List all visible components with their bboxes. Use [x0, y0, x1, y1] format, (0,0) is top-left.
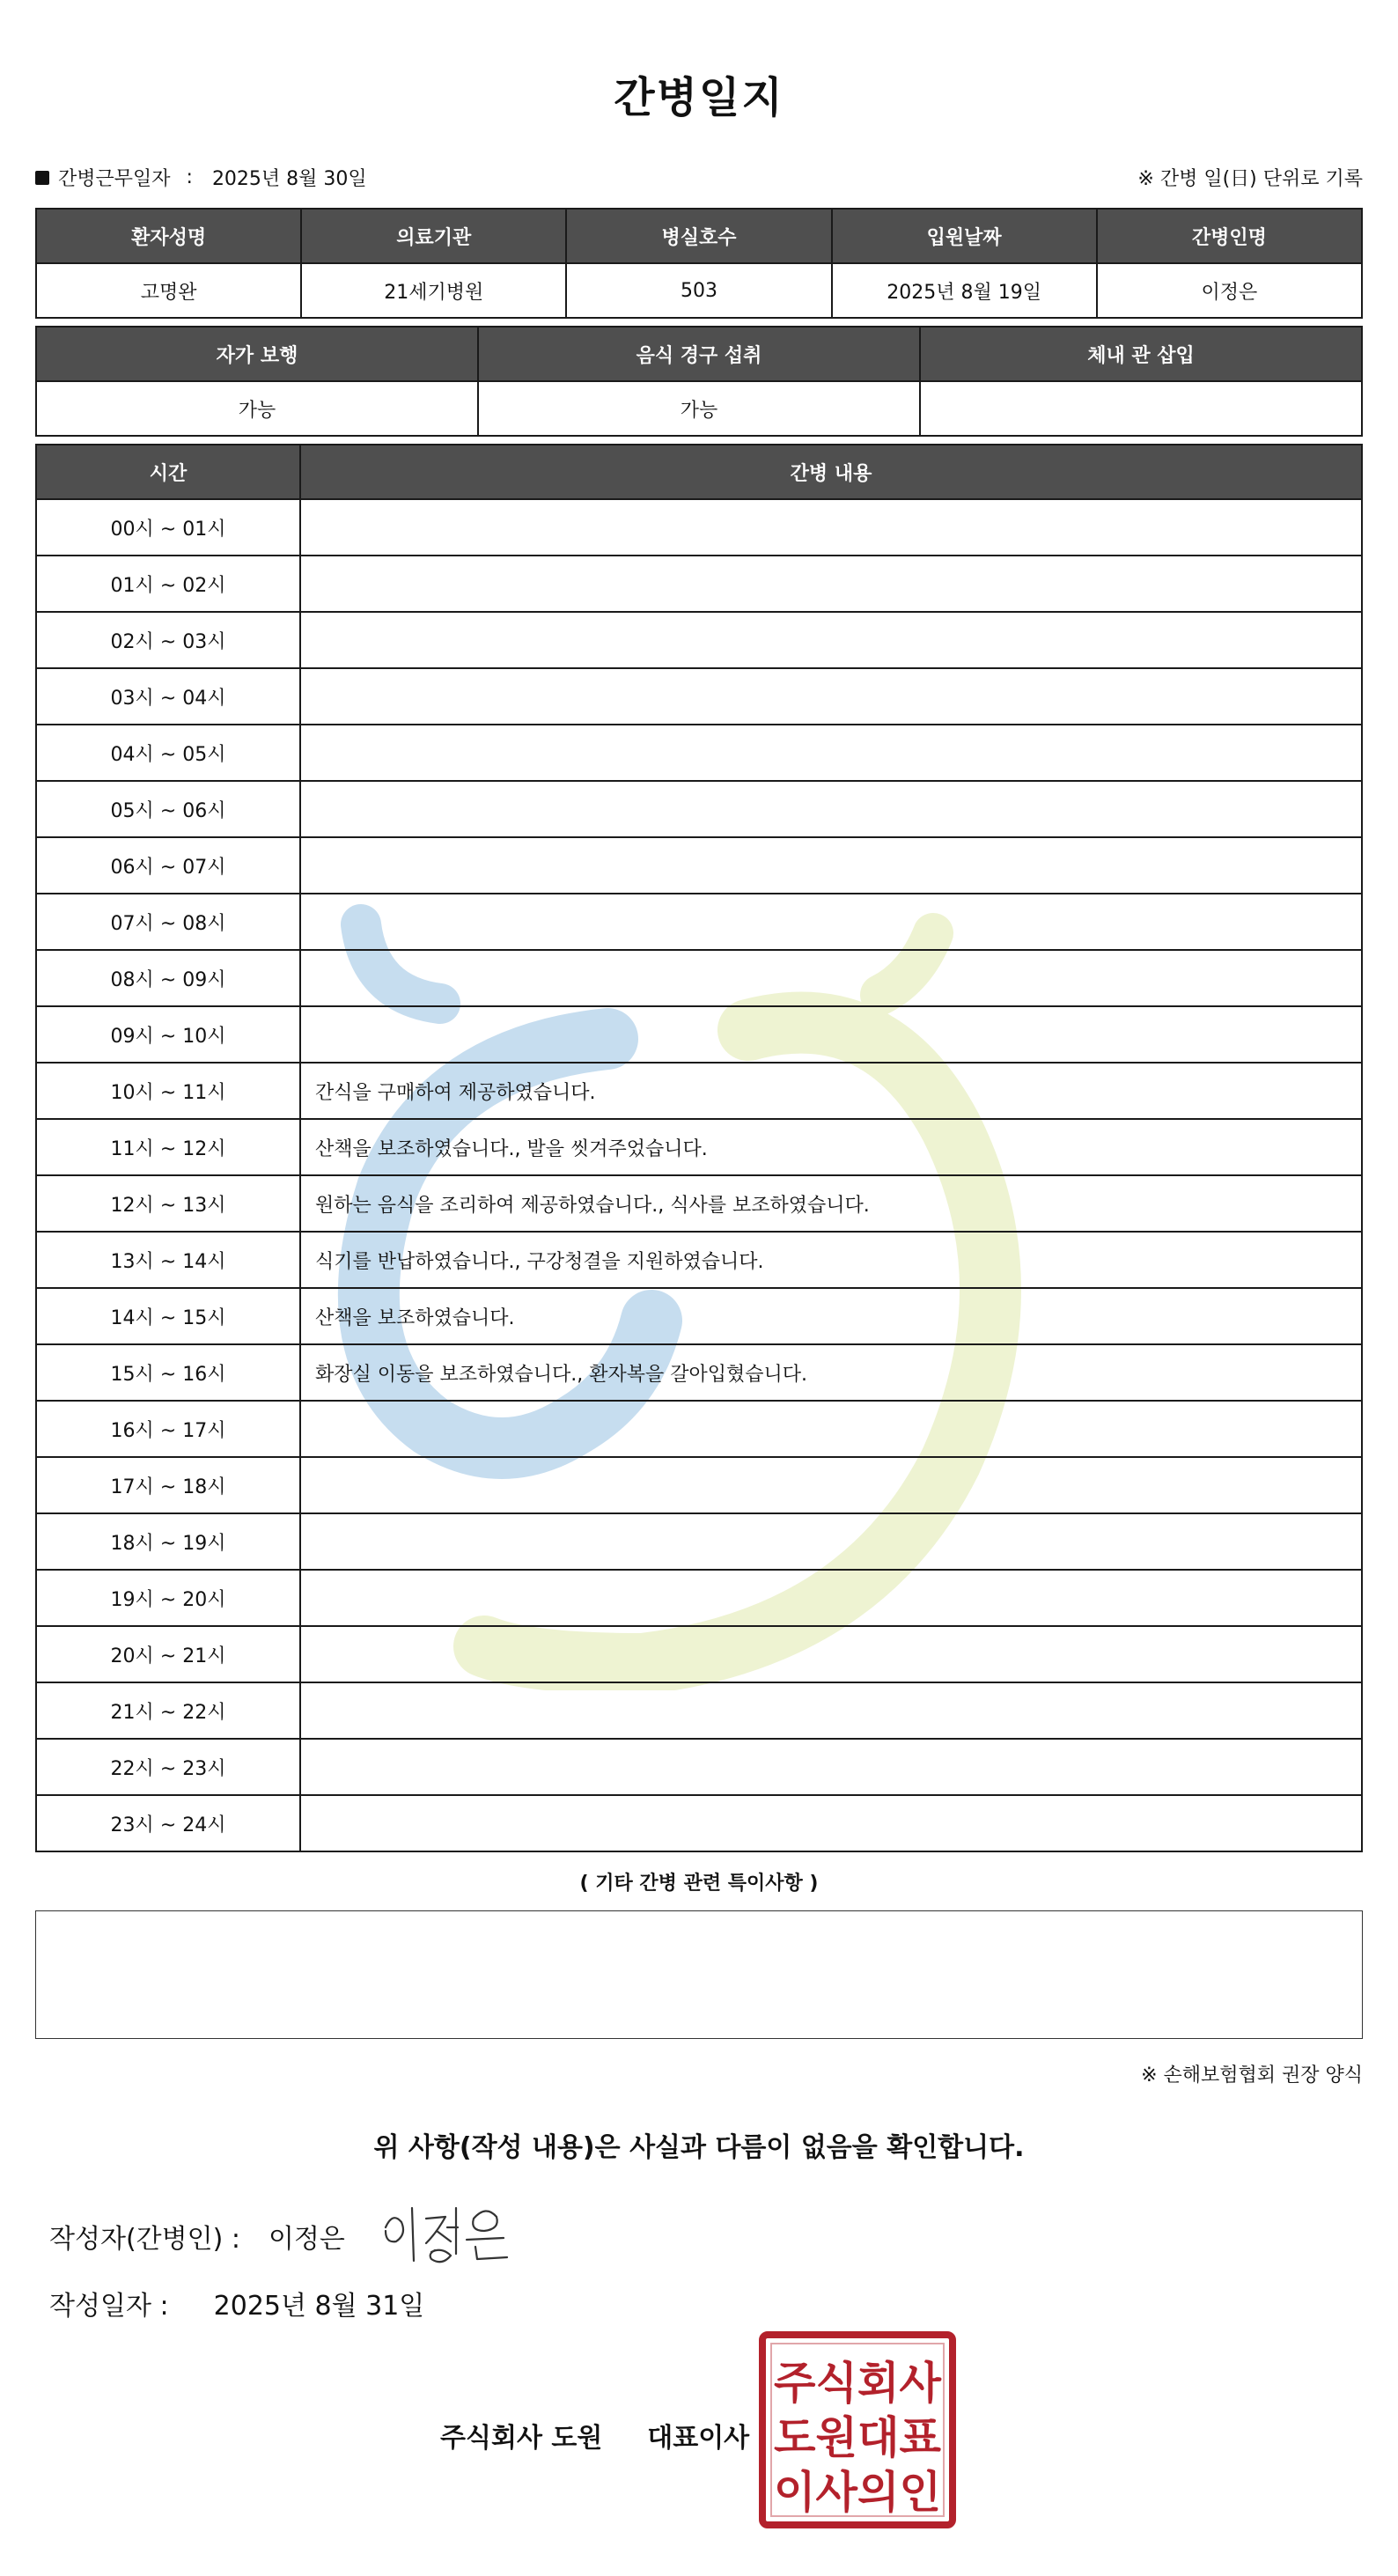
care-log-content: [300, 1682, 1362, 1739]
care-log-row: [36, 1739, 1362, 1795]
care-log-row: [36, 1288, 1362, 1344]
hourly-care-log-table: [35, 444, 1363, 1852]
care-log-content: [300, 1739, 1362, 1795]
care-log-row: [36, 1795, 1362, 1851]
care-log-time: 19시 ~ 20시: [36, 1570, 300, 1626]
value-oral-intake: 가능: [478, 381, 920, 436]
care-log-row: [36, 1570, 1362, 1626]
care-log-row: [36, 1119, 1362, 1175]
value-caregiver-name: 이정은: [1097, 263, 1362, 318]
page-title: 간병일지: [614, 73, 784, 122]
care-log-content: [300, 894, 1362, 950]
notes-title: ( 기타 간병 관련 특이사항 ): [579, 1873, 819, 1895]
patient-status-header-row: [36, 327, 1362, 381]
care-log-time: 10시 ~ 11시: [36, 1063, 300, 1119]
writer-line: [49, 2217, 345, 2256]
header-caregiver-name: 간병인명: [1097, 209, 1362, 263]
care-log-row: [36, 1401, 1362, 1457]
care-log-content: [300, 837, 1362, 894]
care-log-time: 09시 ~ 10시: [36, 1006, 300, 1063]
daily-record-note: ※ 간병 일(日) 단위로 기록: [1137, 168, 1363, 190]
care-log-content: [300, 612, 1362, 668]
patient-status-table: [35, 326, 1363, 437]
care-log-content: 식기를 반납하였습니다., 구강청결을 지원하였습니다.: [300, 1232, 1362, 1288]
patient-info-table: [35, 208, 1363, 319]
care-log-row: [36, 837, 1362, 894]
value-self-walking: 가능: [36, 381, 478, 436]
care-log-header-row: [36, 445, 1362, 499]
notes-box: [35, 1910, 1363, 2039]
care-log-content: [300, 1513, 1362, 1570]
care-log-time: 15시 ~ 16시: [36, 1344, 300, 1401]
header-time: 시간: [36, 445, 300, 499]
care-log-time: 16시 ~ 17시: [36, 1401, 300, 1457]
value-room-number: 503: [566, 263, 831, 318]
care-log-time: 06시 ~ 07시: [36, 837, 300, 894]
company-seal-stamp: [759, 2331, 956, 2528]
care-log-content: 산책을 보조하였습니다., 발을 씻겨주었습니다.: [300, 1119, 1362, 1175]
header-tube-insertion: 체내 관 삽입: [920, 327, 1362, 381]
care-log-time: 13시 ~ 14시: [36, 1232, 300, 1288]
svg-text:이사의인: 이사의인: [774, 2467, 941, 2518]
care-log-row: [36, 1344, 1362, 1401]
bullet-square-icon: [35, 171, 49, 185]
care-log-time: 22시 ~ 23시: [36, 1739, 300, 1795]
care-log-content: [300, 1795, 1362, 1851]
header-room-number: 병실호수: [566, 209, 831, 263]
care-log-time: 21시 ~ 22시: [36, 1682, 300, 1739]
care-log-content: [300, 668, 1362, 725]
care-log-time: 11시 ~ 12시: [36, 1119, 300, 1175]
care-log-row: [36, 1626, 1362, 1682]
care-log-time: 00시 ~ 01시: [36, 499, 300, 556]
care-log-time: 02시 ~ 03시: [36, 612, 300, 668]
value-tube-insertion: [920, 381, 1362, 436]
care-log-content: 간식을 구매하여 제공하였습니다.: [300, 1063, 1362, 1119]
care-log-row: [36, 1006, 1362, 1063]
patient-info-value-row: [36, 263, 1362, 318]
care-log-content: 원하는 음식을 조리하여 제공하였습니다., 식사를 보조하였습니다.: [300, 1175, 1362, 1232]
care-date-colon: :: [186, 166, 193, 188]
writer-name: 이정은: [268, 2224, 345, 2255]
care-log-time: 23시 ~ 24시: [36, 1795, 300, 1851]
care-log-content: [300, 1457, 1362, 1513]
value-admission-date: 2025년 8월 19일: [832, 263, 1097, 318]
care-log-row: [36, 668, 1362, 725]
care-log-row: [36, 781, 1362, 837]
care-log-time: 03시 ~ 04시: [36, 668, 300, 725]
care-log-time: 17시 ~ 18시: [36, 1457, 300, 1513]
header-self-walking: 자가 보행: [36, 327, 478, 381]
header-admission-date: 입원날짜: [832, 209, 1097, 263]
care-log-time: 05시 ~ 06시: [36, 781, 300, 837]
writer-label: 작성자(간병인) :: [49, 2224, 240, 2255]
svg-text:도원대표: 도원대표: [774, 2412, 942, 2463]
care-log-row: [36, 1175, 1362, 1232]
care-log-time: 01시 ~ 02시: [36, 556, 300, 612]
care-log-row: [36, 1457, 1362, 1513]
care-log-time: 12시 ~ 13시: [36, 1175, 300, 1232]
header-hospital: 의료기관: [301, 209, 566, 263]
svg-text:주식회사: 주식회사: [774, 2358, 942, 2409]
header-oral-intake: 음식 경구 섭취: [478, 327, 920, 381]
care-log-time: 08시 ~ 09시: [36, 950, 300, 1006]
care-log-row: [36, 556, 1362, 612]
care-log-row: [36, 612, 1362, 668]
care-log-row: [36, 1682, 1362, 1739]
handwritten-signature: [380, 2192, 521, 2271]
care-log-row: [36, 894, 1362, 950]
value-patient-name: 고명완: [36, 263, 301, 318]
company-representative: 대표이사: [647, 2423, 750, 2454]
care-log-time: 07시 ~ 08시: [36, 894, 300, 950]
care-log-content: [300, 1401, 1362, 1457]
company-line: [440, 2416, 749, 2455]
value-hospital: 21세기병원: [301, 263, 566, 318]
care-log-content: [300, 950, 1362, 1006]
care-log-content: [300, 499, 1362, 556]
care-log-content: [300, 1626, 1362, 1682]
written-date-line: [49, 2284, 424, 2322]
company-name: 주식회사 도원: [440, 2423, 603, 2454]
patient-info-header-row: [36, 209, 1362, 263]
care-log-row: [36, 1232, 1362, 1288]
patient-status-value-row: [36, 381, 1362, 436]
care-log-row: [36, 950, 1362, 1006]
care-log-content: [300, 725, 1362, 781]
care-log-row: [36, 1513, 1362, 1570]
written-date-value: 2025년 8월 31일: [213, 2291, 425, 2322]
care-log-content: [300, 1570, 1362, 1626]
care-log-content: [300, 1006, 1362, 1063]
care-log-content: 산책을 보조하였습니다.: [300, 1288, 1362, 1344]
care-log-time: 18시 ~ 19시: [36, 1513, 300, 1570]
form-recommendation-note: ※ 손해보험협회 권장 양식: [1141, 2064, 1363, 2087]
confirmation-statement: 위 사항(작성 내용)은 사실과 다름이 없음을 확인합니다.: [373, 2132, 1025, 2163]
care-log-row: [36, 725, 1362, 781]
care-log-content: [300, 781, 1362, 837]
care-log-time: 20시 ~ 21시: [36, 1626, 300, 1682]
care-log-row: [36, 1063, 1362, 1119]
care-log-content: 화장실 이동을 보조하였습니다., 환자복을 갈아입혔습니다.: [300, 1344, 1362, 1401]
care-log-time: 14시 ~ 15시: [36, 1288, 300, 1344]
care-log-time: 04시 ~ 05시: [36, 725, 300, 781]
care-log-row: [36, 499, 1362, 556]
care-log-content: [300, 556, 1362, 612]
care-date-header: [35, 164, 1363, 195]
care-date-value: 2025년 8월 30일: [211, 168, 367, 190]
care-date-label: 간병근무일자: [58, 168, 171, 190]
header-patient-name: 환자성명: [36, 209, 301, 263]
header-care-content: 간병 내용: [300, 445, 1362, 499]
written-date-label: 작성일자 :: [49, 2291, 169, 2322]
